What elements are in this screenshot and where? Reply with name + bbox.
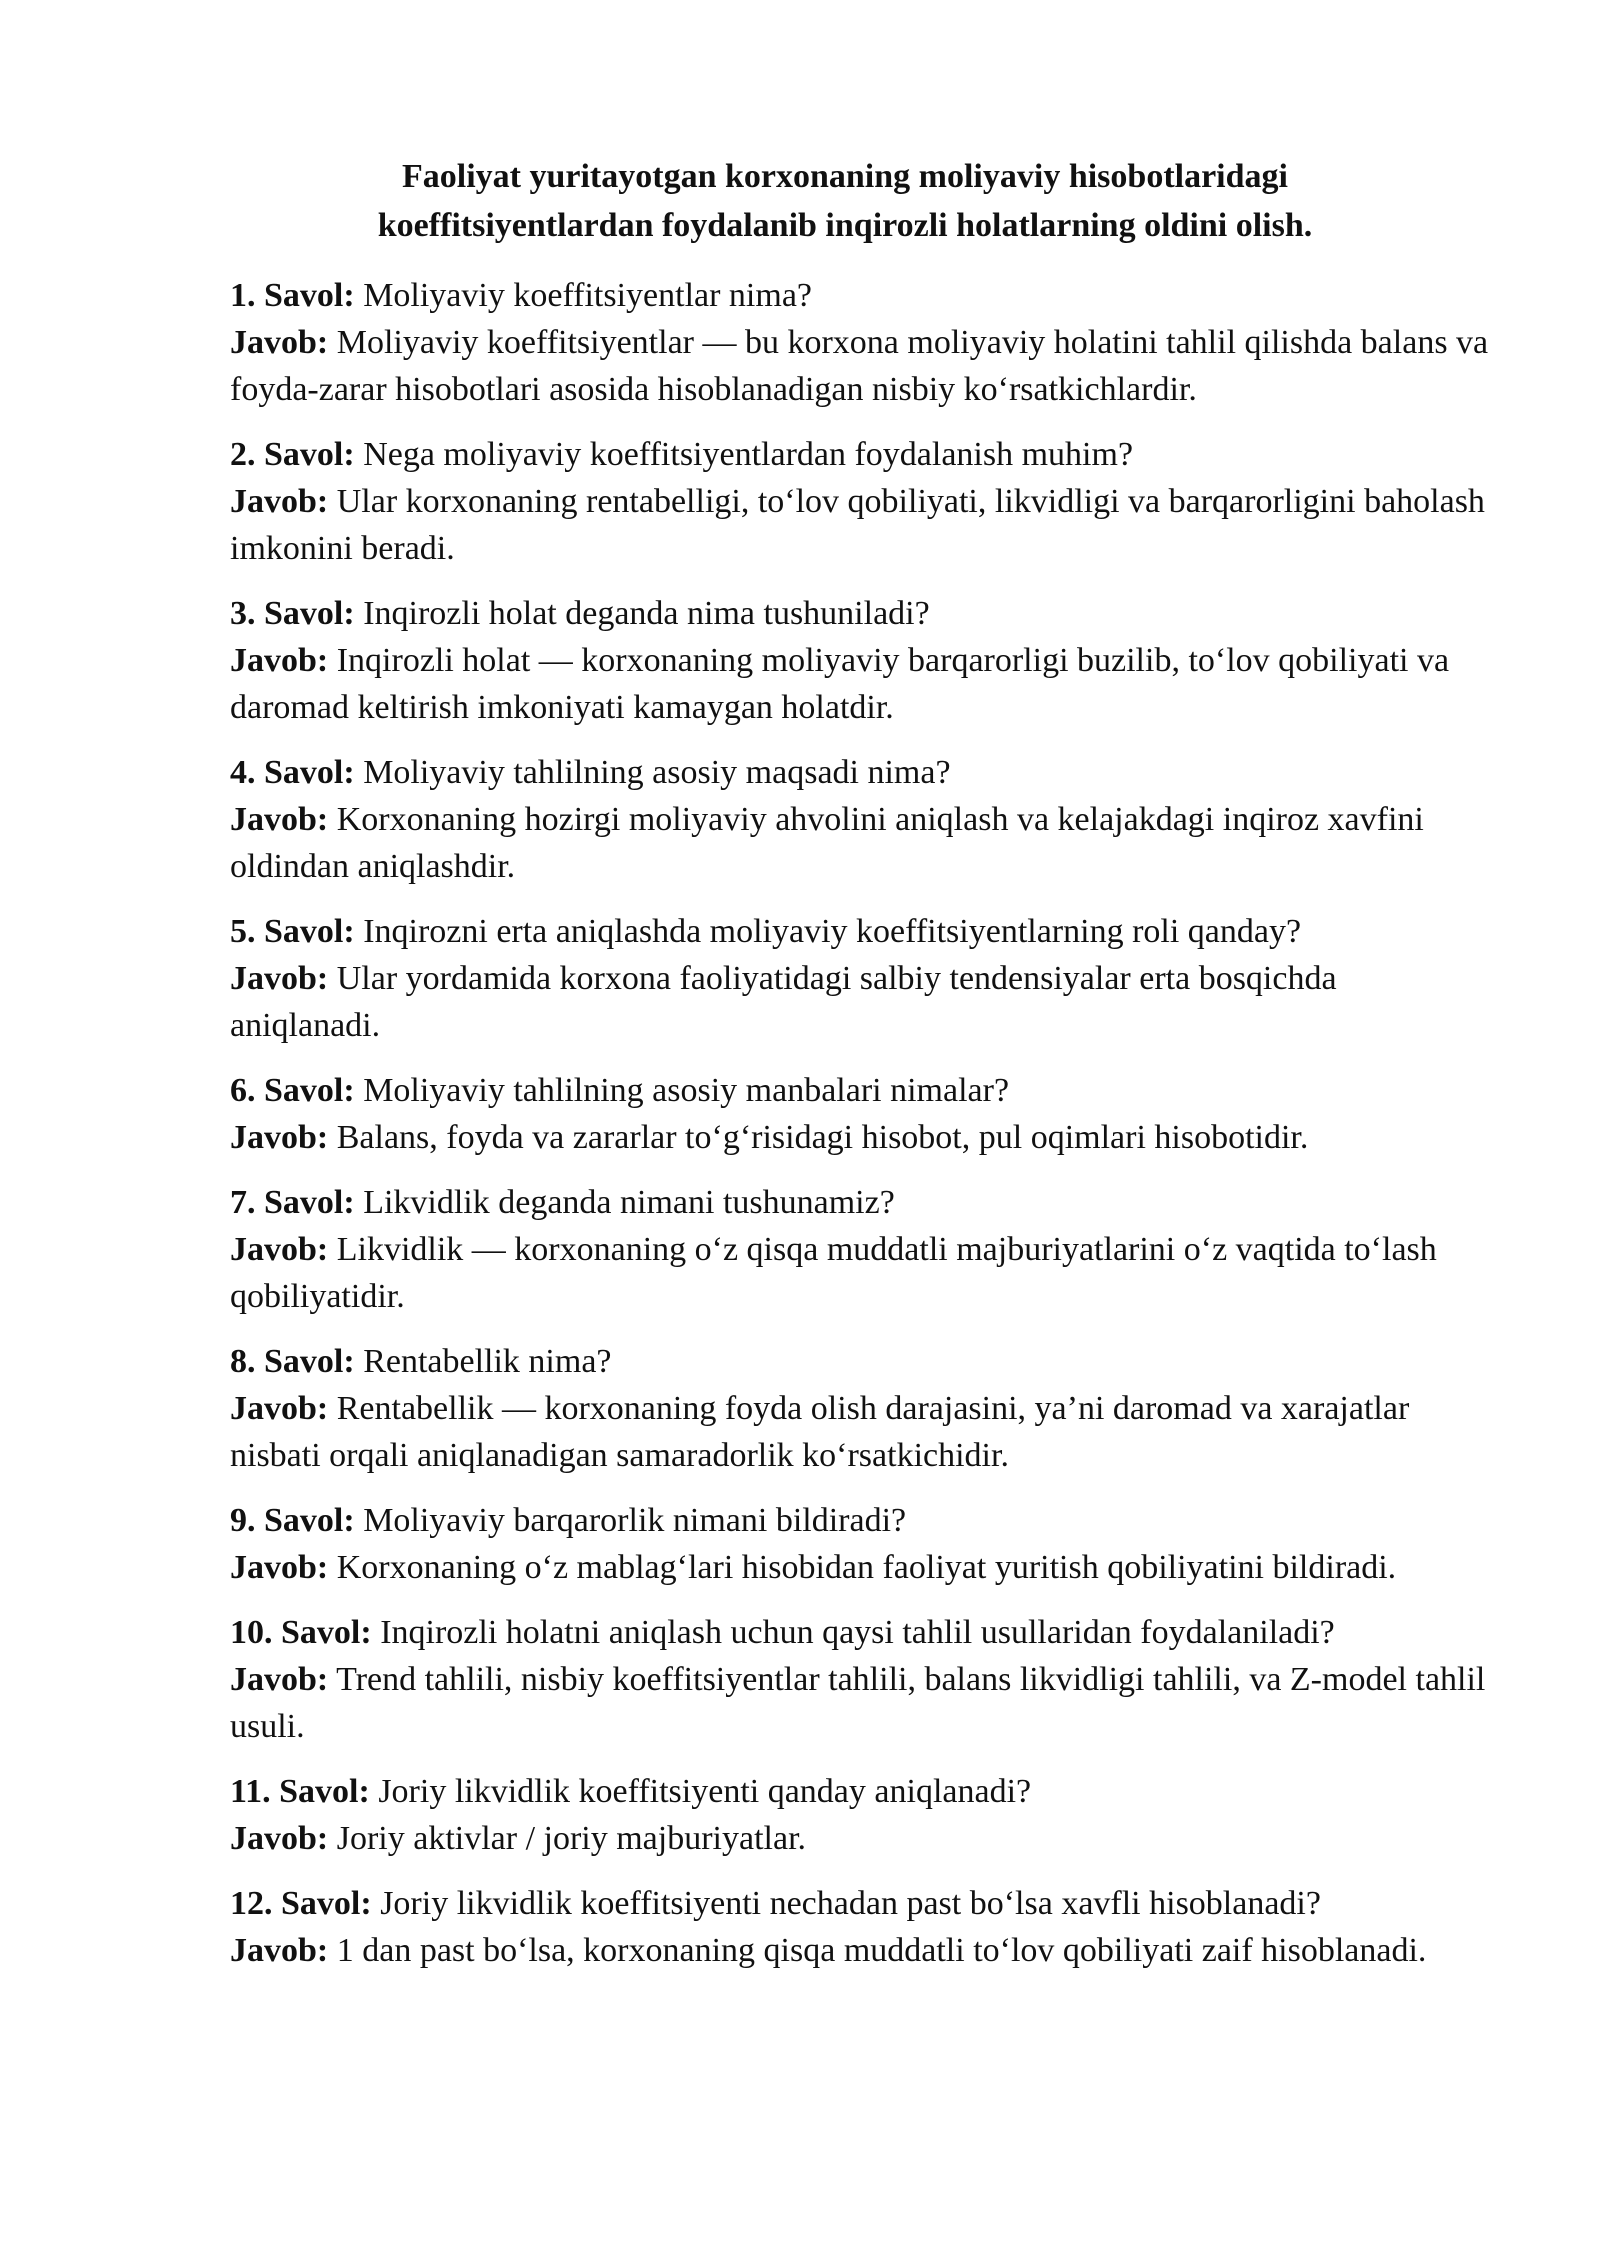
question-text: Inqirozni erta aniqlashda moliyaviy koeffitsiyentlarning roli qanday?	[363, 913, 1302, 950]
answer	[230, 1927, 1490, 1974]
answer-label: Javob:	[230, 1820, 329, 1857]
answer-label: Javob:	[230, 1661, 329, 1698]
question-text: Inqirozli holatni aniqlash uchun qaysi tahlil usullaridan foydalaniladi?	[380, 1614, 1335, 1651]
answer-label: Javob:	[230, 960, 329, 997]
answer-text: Inqirozli holat — korxonaning moliyaviy barqarorligi buzilib, to‘lov qobiliyati va daromad keltirish imkoniyati kamaygan holatdir.	[230, 642, 1450, 726]
question	[230, 431, 1490, 478]
question-label: 6. Savol:	[230, 1072, 355, 1109]
answer	[230, 955, 1490, 1049]
question-text: Likvidlik deganda nimani tushunamiz?	[363, 1184, 895, 1221]
answer	[230, 637, 1490, 731]
question-label: 2. Savol:	[230, 436, 355, 473]
answer-label: Javob:	[230, 1119, 329, 1156]
question	[230, 908, 1490, 955]
answer-label: Javob:	[230, 642, 329, 679]
qa-item-8	[230, 1338, 1490, 1479]
question	[230, 272, 1490, 319]
document-page	[230, 152, 1490, 1992]
qa-item-4	[230, 749, 1490, 890]
qa-item-9	[230, 1497, 1490, 1591]
question-label: 1. Savol:	[230, 277, 355, 314]
qa-item-7	[230, 1179, 1490, 1320]
answer-text: Korxonaning o‘z mablag‘lari hisobidan faoliyat yuritish qobiliyatini bildiradi.	[336, 1549, 1397, 1586]
answer-text: Likvidlik — korxonaning o‘z qisqa muddatli majburiyatlarini o‘z vaqtida to‘lash qobiliyatidir.	[230, 1231, 1437, 1315]
question	[230, 1067, 1490, 1114]
answer-text: Korxonaning hozirgi moliyaviy ahvolini aniqlash va kelajakdagi inqiroz xavfini oldindan aniqlashdir.	[230, 801, 1424, 885]
document-title	[230, 152, 1490, 250]
title-line-2: koeffitsiyentlardan foydalanib inqirozli holatlarning oldini olish.	[377, 207, 1313, 244]
answer-label: Javob:	[230, 1932, 329, 1969]
answer-text: 1 dan past bo‘lsa, korxonaning qisqa muddatli to‘lov qobiliyati zaif hisoblanadi.	[336, 1932, 1427, 1969]
question-label: 9. Savol:	[230, 1502, 355, 1539]
answer-text: Balans, foyda va zararlar to‘g‘risidagi hisobot, pul oqimlari hisobotidir.	[336, 1119, 1309, 1156]
answer-label: Javob:	[230, 1231, 329, 1268]
question	[230, 590, 1490, 637]
question-text: Nega moliyaviy koeffitsiyentlardan foydalanish muhim?	[363, 436, 1134, 473]
question-label: 4. Savol:	[230, 754, 355, 791]
qa-item-11	[230, 1768, 1490, 1862]
question-label: 11. Savol:	[230, 1773, 370, 1810]
question-text: Moliyaviy barqarorlik nimani bildiradi?	[363, 1502, 907, 1539]
question	[230, 749, 1490, 796]
question	[230, 1880, 1490, 1927]
question-label: 7. Savol:	[230, 1184, 355, 1221]
answer	[230, 1815, 1490, 1862]
question-text: Inqirozli holat deganda nima tushuniladi?	[363, 595, 930, 632]
qa-item-10	[230, 1609, 1490, 1750]
question-text: Moliyaviy tahlilning asosiy manbalari nimalar?	[363, 1072, 1010, 1109]
answer-text: Ular korxonaning rentabelligi, to‘lov qobiliyati, likvidligi va barqarorligini baholash imkonini beradi.	[230, 483, 1485, 567]
question-text: Moliyaviy tahlilning asosiy maqsadi nima?	[363, 754, 951, 791]
question-label: 5. Savol:	[230, 913, 355, 950]
question-label: 8. Savol:	[230, 1343, 355, 1380]
question-label: 3. Savol:	[230, 595, 355, 632]
question	[230, 1179, 1490, 1226]
question	[230, 1609, 1490, 1656]
answer-label: Javob:	[230, 801, 329, 838]
answer-text: Joriy aktivlar / joriy majburiyatlar.	[336, 1820, 807, 1857]
qa-item-3	[230, 590, 1490, 731]
answer-text: Rentabellik — korxonaning foyda olish darajasini, ya’ni daromad va xarajatlar nisbati orqali aniqlanadigan samaradorlik ko‘rsatkichidir.	[230, 1390, 1410, 1474]
answer	[230, 1544, 1490, 1591]
answer	[230, 1114, 1490, 1161]
question-text: Joriy likvidlik koeffitsiyenti nechadan past bo‘lsa xavfli hisoblanadi?	[380, 1885, 1321, 1922]
answer	[230, 1226, 1490, 1320]
answer	[230, 796, 1490, 890]
qa-item-12	[230, 1880, 1490, 1974]
qa-item-2	[230, 431, 1490, 572]
answer-label: Javob:	[230, 324, 329, 361]
qa-item-5	[230, 908, 1490, 1049]
answer-text: Trend tahlili, nisbiy koeffitsiyentlar tahlili, balans likvidligi tahlili, va Z-model tahlil usuli.	[230, 1661, 1486, 1745]
question-label: 10. Savol:	[230, 1614, 372, 1651]
answer-label: Javob:	[230, 1549, 329, 1586]
answer-label: Javob:	[230, 1390, 329, 1427]
answer	[230, 319, 1490, 413]
question	[230, 1768, 1490, 1815]
answer	[230, 478, 1490, 572]
question-label: 12. Savol:	[230, 1885, 372, 1922]
answer	[230, 1385, 1490, 1479]
qa-item-6	[230, 1067, 1490, 1161]
answer-text: Ular yordamida korxona faoliyatidagi salbiy tendensiyalar erta bosqichda aniqlanadi.	[230, 960, 1337, 1044]
question-text: Rentabellik nima?	[363, 1343, 612, 1380]
qa-item-1	[230, 272, 1490, 413]
question	[230, 1338, 1490, 1385]
question-text: Joriy likvidlik koeffitsiyenti qanday aniqlanadi?	[378, 1773, 1032, 1810]
question	[230, 1497, 1490, 1544]
answer-text: Moliyaviy koeffitsiyentlar — bu korxona moliyaviy holatini tahlil qilishda balans va foyda-zarar hisobotlari asosida hisoblanadigan nisbiy ko‘rsatkichlardir.	[230, 324, 1489, 408]
answer	[230, 1656, 1490, 1750]
title-line-1: Faoliyat yuritayotgan korxonaning moliyaviy hisobotlaridagi	[402, 158, 1288, 195]
question-text: Moliyaviy koeffitsiyentlar nima?	[363, 277, 813, 314]
answer-label: Javob:	[230, 483, 329, 520]
